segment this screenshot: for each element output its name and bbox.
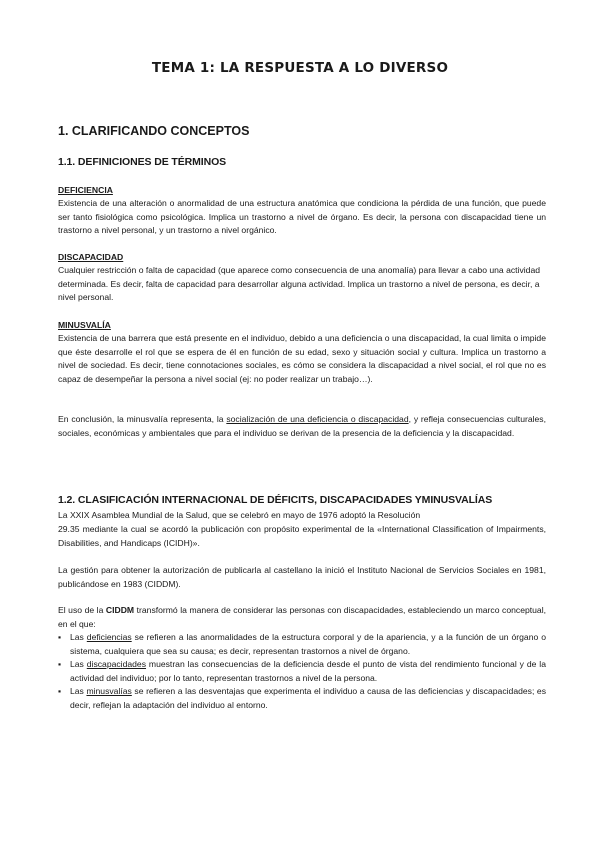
term-deficiencia: DEFICIENCIA bbox=[58, 185, 113, 195]
paragraph-ciddm bbox=[58, 604, 546, 631]
term-minusvalia: MINUSVALÍA bbox=[58, 320, 111, 330]
bullet-term-minusvalias: minusvalías bbox=[86, 686, 132, 697]
ciddm-text-end: transformó la manera de considerar las personas con discapacidades, estableciendo un marco conceptual, en el que: bbox=[58, 605, 546, 629]
section-heading-clarificando: 1. CLARIFICANDO CONCEPTOS bbox=[58, 124, 250, 138]
list-item bbox=[58, 685, 546, 712]
bullet-icon: ▪ bbox=[58, 632, 62, 642]
term-discapacidad: DISCAPACIDAD bbox=[58, 252, 124, 262]
bullet-text-end: se refieren a las anormalidades de la estructura corporal y de la apariencia, y a la función de un órgano o sistema, cualquiera que sea su causa; es decir, representan trastornos a nivel de órgano. bbox=[70, 632, 546, 656]
bullet-icon: ▪ bbox=[58, 659, 62, 670]
bullet-icon: ▪ bbox=[58, 686, 62, 697]
conclusion-underlined-phrase: socialización de una deficiencia o discapacidad bbox=[226, 414, 409, 424]
bullet-text-start: Las bbox=[70, 659, 87, 670]
bullet-term-deficiencias: deficiencias bbox=[86, 632, 132, 642]
document-title: TEMA 1: LA RESPUESTA A LO DIVERSO bbox=[151, 60, 449, 76]
paragraph-gestion: La gestión para obtener la autorización de publicarla al castellano la inició el Instituto Nacional de Servicios Sociales en 1981, publicándose en 1983 (CIDDM). bbox=[58, 565, 546, 589]
bullet-term-discapacidades: discapacidades bbox=[86, 659, 147, 670]
definition-minusvalia: Existencia de una barrera que está presente en el individuo, debido a una deficiencia o una discapacidad, la cual limita o impide que éste desarrolle el rol que se espera de él en función de su edad, sexo y situación social y cultura. Implica un trastorno a nivel de sociedad. Es decir, tiene connotaciones sociales, es cómo se considera la discapacidad a nivel social, el rol que no es capaz de desempeñar la persona a nivel social (ej: no poder realizar un trabajo…). bbox=[58, 333, 546, 384]
bullet-list bbox=[58, 631, 546, 713]
bullet-text-end: se refieren a las desventajas que experimenta el individuo a causa de las deficiencias y discapacidades; es decir, reflejan la adaptación del individuo al entorno. bbox=[70, 686, 546, 710]
subsection-heading-definiciones: 1.1. DEFINICIONES DE TÉRMINOS bbox=[58, 156, 227, 168]
definition-deficiencia: Existencia de una alteración o anormalidad de una estructura anatómica que condiciona la pérdida de una función, que puede ser tanto fisiológica como psicológica. Implica un trastorno a nivel de órgano. Es decir, la persona con discapacidad tiene un trastorno a nivel personal, y un trastorno a nivel orgánico. bbox=[58, 198, 546, 236]
paragraph-asamblea-rest: 29.35 mediante la cual se acordó la publicación con propósito experimental de la «International Classification of Impairments, Disabilities, and Handicaps (ICIDH)». bbox=[58, 524, 546, 548]
bullet-text-start: Las bbox=[70, 686, 87, 697]
conclusion-text-end: , y refleja consecuencias culturales, sociales, económicas y ambientales que para el individuo se derivan de la presencia de la deficiencia y la discapacidad. bbox=[58, 414, 546, 438]
conclusion-text-start: En conclusión, la minusvalía representa, la bbox=[58, 414, 227, 424]
ciddm-bold: CIDDM bbox=[105, 605, 135, 615]
bullet-text-end: muestran las consecuencias de la deficiencia desde el punto de vista del rendimiento funcional y de la actividad del individuo; por lo tanto, representan trastornos a nivel de la persona. bbox=[70, 659, 546, 683]
list-item bbox=[58, 631, 546, 658]
subsection-heading-clasificacion: 1.2. CLASIFICACIÓN INTERNACIONAL DE DÉFICITS, DISCAPACIDADES YMINUSVALÍAS bbox=[58, 494, 493, 506]
definition-discapacidad: Cualquier restricción o falta de capacidad (que aparece como consecuencia de una anomalía) para llevar a cabo una actividad determinada. Es decir, falta de capacidad para desarrollar alguna actividad. Implica un trastorno a nivel de persona, es decir, a nivel personal. bbox=[58, 265, 541, 303]
conclusion-paragraph bbox=[58, 413, 546, 440]
ciddm-text-start: El uso de la bbox=[58, 605, 106, 615]
list-item bbox=[58, 658, 546, 685]
bullet-text-start: Las bbox=[70, 632, 87, 642]
paragraph-asamblea-line1: La XXIX Asamblea Mundial de la Salud, que se celebró en mayo de 1976 adoptó la Resolución bbox=[58, 510, 421, 520]
